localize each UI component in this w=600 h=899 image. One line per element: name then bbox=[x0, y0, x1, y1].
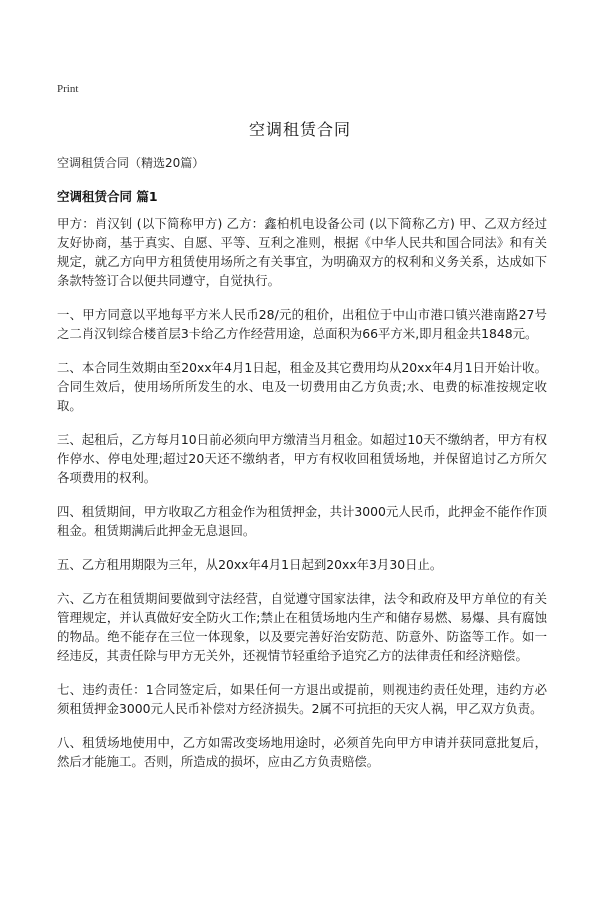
paragraph-clause-7: 七、违约责任：1合同签定后，如果任何一方退出或提前，则视违约责任处理，违约方必须租赁押金3000元人民币补偿对方经济损失。2属不可抗拒的天灾人祸，甲乙双方负责。 bbox=[57, 682, 547, 716]
document-title: 空调租赁合同 bbox=[248, 120, 351, 139]
paragraph-clause-8: 八、租赁场地使用中，乙方如需改变场地用途时，必须首先向甲方申请并获同意批复后，然后才能施工。否则，所造成的损坏，应由乙方负责赔偿。 bbox=[57, 735, 547, 769]
paragraph-clause-5: 五、乙方租用期限为三年，从20xx年4月1日起到20xx年3月30日止。 bbox=[57, 557, 443, 572]
paragraph-clause-1: 一、甲方同意以平地每平方米人民币28/元的租价，出租位于中山市港口镇兴港南路27号之二肖汉钊综合楼首层3卡给乙方作经营用途，总面积为66平方米,即月租金共1848元。 bbox=[57, 307, 547, 341]
paragraph-clause-4: 四、租赁期间，甲方收取乙方租金作为租赁押金，共计3000元人民币，此押金不能作作顶租金。租赁期满后此押金无息退回。 bbox=[57, 504, 547, 538]
paragraph-clause-3: 三、起租后，乙方每月10日前必须向甲方缴清当月租金。如超过10天不缴纳者，甲方有权作停水、停电处理;超过20天还不缴纳者，甲方有权收回租赁场地，并保留追讨乙方所欠各项费用的权利。 bbox=[57, 432, 547, 485]
document-body bbox=[57, 214, 547, 786]
paragraph-clause-6: 六、乙方在租赁期间要做到守法经营，自觉遵守国家法律，法令和政府及甲方单位的有关管理规定，并认真做好安全防火工作;禁止在租赁场地内生产和储存易燃、易爆、具有腐蚀的物品。绝不能存在三位一体现象，以及要完善好治安防范、防意外、防盗等工作。如一经违反，其责任除与甲方无关外，还视情节轻重给予追究乙方的法律责任和经济赔偿。 bbox=[57, 591, 547, 663]
section-heading: 空调租赁合同 篇1 bbox=[57, 189, 158, 204]
document-subtitle: 空调租赁合同（精选20篇） bbox=[57, 156, 205, 170]
paragraph-parties: 甲方：肖汉钊 (以下简称甲方) 乙方：鑫柏机电设备公司 (以下简称乙方) 甲、乙双方经过友好协商，基于真实、自愿、平等、互利之准则，根据《中华人民共和国合同法》和有关规定，就乙方向甲方租赁使用场所之有关事宜，为明确双方的权利和义务关系，达成如下条款特签订合以便共同遵守，自觉执行。 bbox=[57, 216, 547, 288]
print-label: Print bbox=[57, 83, 79, 95]
paragraph-clause-2: 二、本合同生效期由至20xx年4月1日起，租金及其它费用均从20xx年4月1日开始计收。合同生效后，使用场所所发生的水、电及一切费用由乙方负责;水、电费的标准按规定收取。 bbox=[57, 360, 547, 413]
